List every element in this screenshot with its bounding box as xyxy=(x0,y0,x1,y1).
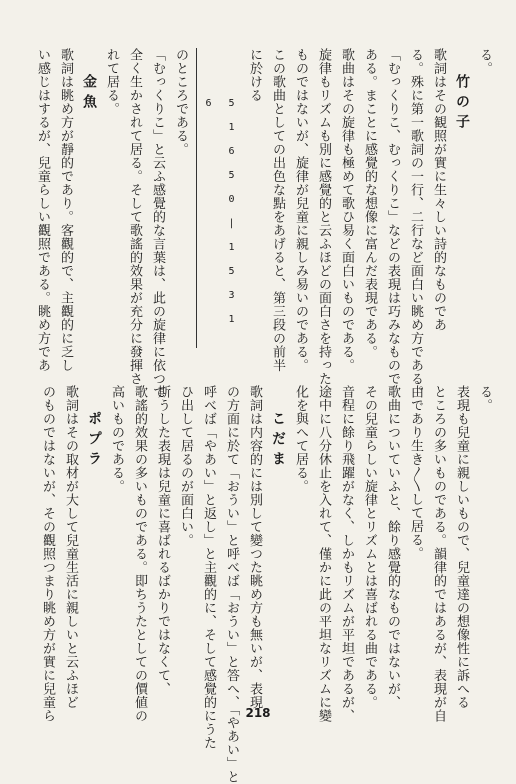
text-column: 歌詞は内容的には別して變つた眺め方も無いが、表現 xyxy=(247,385,262,709)
text-column: 歌曲についていふと、餘り感覺的なものではないが、 xyxy=(385,385,400,709)
text-column: 化を與へて居る。 xyxy=(293,385,308,493)
text-column: ところの多いものである。韻律的ではあるが、表現が自 xyxy=(431,385,446,723)
text-column: 由であり生き〳〵して居る。 xyxy=(408,385,423,560)
text-column: その兒童らしい旋律とリズムとは喜ばれる曲である。 xyxy=(362,385,377,709)
text-column: 歌詞はその観照が實に生々しい詩的なものであ xyxy=(431,48,446,332)
upper-text-block xyxy=(20,48,496,399)
text-column: のものではないが、その觀照つまり眺め方が實に兒童ら xyxy=(40,385,55,723)
text-column: る。 xyxy=(477,48,492,75)
text-column: 「むっくりこ」と云ふ感覺的な言葉は、此の旋律に依つて xyxy=(150,48,165,399)
text-column: る。 xyxy=(477,385,492,412)
page-number: 218 xyxy=(245,706,271,720)
text-column: 斯うした表現は兒童に喜ばれるばかりではなくて、 xyxy=(155,385,170,696)
text-column: の方面に於て「おうい」と呼べば「おうい」と答へ、「やあい」と xyxy=(224,385,239,784)
text-column: 音程に餘り飛躍がなく、しかもリズムが平坦であるが、 xyxy=(339,385,354,723)
text-column: る。殊に第一歌詞の一行、二行など面白い眺め方である。 xyxy=(408,48,423,399)
text-column: 歌詞はその取材が大して兒童生活に親しいと云ふほど xyxy=(63,385,78,709)
section-heading-popura: ポプラ xyxy=(86,411,102,471)
text-column: ある。まことに感覺的な想像に富んだ表現である。 xyxy=(362,48,377,359)
section-heading-kodama: こだま xyxy=(270,411,286,471)
text-column: 途中に八分休止を入れて、僅かに此の平坦なリズムに變 xyxy=(316,385,331,723)
text-column: 旋律もリズムも別に感覺的と云ふほどの面白さを持った xyxy=(316,48,331,386)
music-notation: 5 1 6 5 0 | 1 5 3 1 6 xyxy=(196,48,243,348)
section-heading-kingyo: 金魚 xyxy=(81,74,97,114)
text-column: 「むっくりこ、むっくりこ」などの表現は巧みなもので xyxy=(385,48,400,386)
text-column: に於ける xyxy=(247,48,262,102)
text-column: 歌曲はその旋律も極めて歌ひ易く面白いものである。 xyxy=(339,48,354,372)
text-column: 歌謠的效果の多いものである。即ちうたとしての價値の xyxy=(132,385,147,723)
section-heading-takenoko: 竹の子 xyxy=(454,74,470,134)
text-column: 呼べば「やあい」と返し」と主觀的に、そして感覺的にうた xyxy=(201,385,216,750)
text-column: い感じはするが、兒童らしい觀照である。眺め方であ xyxy=(35,48,50,372)
text-column: れて居る。 xyxy=(104,48,119,116)
text-column: 全く生かされて居る。そして歌謠的效果が充分に發揮さ xyxy=(127,48,142,386)
text-column: ものではないが、旋律が兒童に親しみ易いのである。 xyxy=(293,48,308,372)
text-column: ひ出して居るのが面白い。 xyxy=(178,385,193,547)
text-column: 歌詞は眺め方が靜的であり。客觀的で、主觀的に乏し xyxy=(58,48,73,372)
text-column: 高いものである。 xyxy=(109,385,124,493)
text-column: のところである。 xyxy=(173,48,188,156)
text-column: この歌曲としての出色な點をあげると、第三段の前半 xyxy=(270,48,285,372)
text-column: 表現も兒童に親しいもので、兒童達の想像性に訴へる xyxy=(454,385,469,709)
